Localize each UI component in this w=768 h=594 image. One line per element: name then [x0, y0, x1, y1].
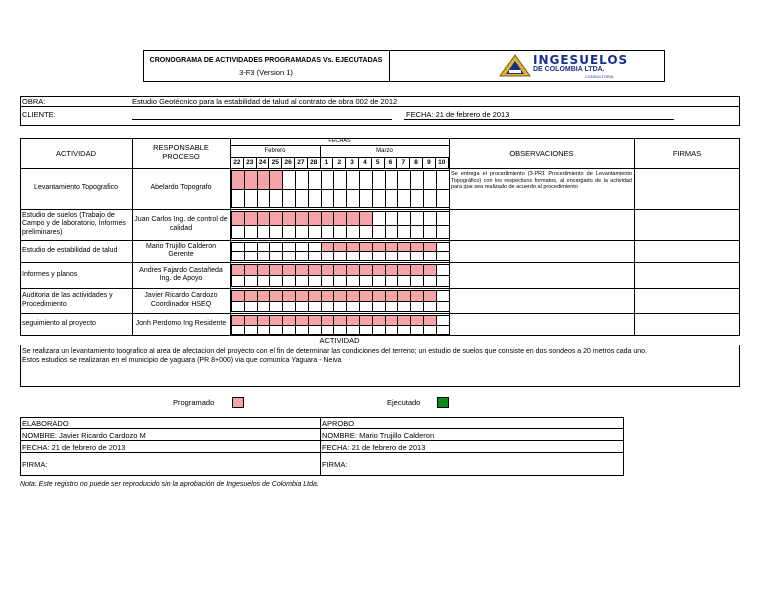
- gantt-cell-ejecutado: [359, 301, 373, 313]
- gantt-cell-ejecutado: [397, 251, 411, 261]
- day-number: 22: [231, 158, 244, 168]
- gantt-cell-ejecutado: [308, 275, 322, 287]
- gantt-cell-ejecutado: [308, 225, 322, 240]
- gantt-cell-programado: [321, 211, 335, 226]
- header-responsable: RESPONSABLE PROCESO: [153, 143, 209, 161]
- gantt-cell-ejecutado: [295, 325, 309, 336]
- header-observaciones: OBSERVACIONES: [509, 149, 574, 158]
- gantt-cell-ejecutado: [423, 301, 437, 313]
- gantt-cell-ejecutado: [410, 225, 424, 240]
- aprobo-nombre: NOMBRE: Mario Trujillo Calderon: [322, 431, 435, 440]
- aprobo-fecha: FECHA: 21 de febrero de 2013: [322, 443, 426, 452]
- gantt-cell: [385, 211, 399, 226]
- row-observacion: [451, 212, 632, 239]
- gantt-cell-ejecutado: [257, 325, 271, 336]
- gantt-cell-programado: [295, 211, 309, 226]
- gantt-cell-ejecutado: [231, 301, 245, 313]
- row-actividad: Levantamiento Topografico: [34, 184, 118, 192]
- day-number: 8: [410, 158, 423, 168]
- gantt-cell-programado: [244, 170, 258, 190]
- gantt-cell-ejecutado: [372, 325, 386, 336]
- month-february: Febrero: [264, 148, 286, 154]
- signoff-line-3: [20, 452, 624, 453]
- gantt-cell-ejecutado: [410, 251, 424, 261]
- gantt-cell-ejecutado: [397, 225, 411, 240]
- legend-programado-swatch: [232, 397, 244, 408]
- actividad-note-text-1: Se realizara un levantamiento toografico al area de afectacion del proyecto con el fin de determinar las condiciones del terreno; un estudio de suelos que consiste en dos sondeos a 20 metros cada uno.: [22, 348, 647, 355]
- gantt-cell-ejecutado: [257, 275, 271, 287]
- gantt-cell-ejecutado: [346, 275, 360, 287]
- gantt-cell-ejecutado: [410, 301, 424, 313]
- gantt-cell-ejecutado: [231, 325, 245, 336]
- gantt-cell-ejecutado: [244, 189, 258, 209]
- day-number: 1: [321, 158, 334, 168]
- gantt-cell: [308, 170, 322, 190]
- gantt-cell-ejecutado: [257, 189, 271, 209]
- gantt-cell-ejecutado: [372, 189, 386, 209]
- gantt-cell: [397, 211, 411, 226]
- cliente-label: CLIENTE:: [22, 110, 56, 119]
- gantt-cell-ejecutado: [333, 189, 347, 209]
- gantt-cell-ejecutado: [372, 251, 386, 261]
- gantt-cell-ejecutado: [282, 189, 296, 209]
- day-number: 3: [346, 158, 359, 168]
- gantt-cell-ejecutado: [333, 251, 347, 261]
- day-number: 26: [282, 158, 295, 168]
- row-observacion: [451, 265, 632, 287]
- fecha-underline: [404, 119, 674, 120]
- gantt-cell-ejecutado: [346, 251, 360, 261]
- gantt-cell: [410, 211, 424, 226]
- gantt-cell: [359, 170, 373, 190]
- gantt-cell-ejecutado: [269, 225, 283, 240]
- logo-sub-text: DE COLOMBIA LTDA.: [533, 66, 605, 73]
- row-responsable: Javier Ricardo Cardozo Coordinador HSEQ: [144, 292, 218, 308]
- gantt-cell-ejecutado: [295, 225, 309, 240]
- day-number: 7: [397, 158, 410, 168]
- day-number: 9: [423, 158, 436, 168]
- gantt-cell-ejecutado: [231, 251, 245, 261]
- gantt-cell-ejecutado: [282, 275, 296, 287]
- gantt-cell-programado: [257, 211, 271, 226]
- header-fechas: FECHAS: [328, 138, 351, 144]
- logo-main-text: INGESUELOS: [533, 53, 629, 67]
- aprobo-heading: APROBO: [322, 419, 355, 428]
- gantt-cell-ejecutado: [423, 225, 437, 240]
- row-actividad: Estudio de suelos (Trabajo de Campo y de laboratorio, Informes preliminares): [22, 211, 126, 236]
- gantt-cell-ejecutado: [269, 325, 283, 336]
- gantt-cell-ejecutado: [436, 251, 450, 261]
- gantt-cell: [333, 170, 347, 190]
- gantt-cell-programado: [269, 211, 283, 226]
- gantt-cell: [385, 170, 399, 190]
- day-number: 5: [372, 158, 385, 168]
- signoff-line-2: [20, 440, 624, 441]
- gantt-cell-ejecutado: [359, 225, 373, 240]
- gantt-cell-ejecutado: [423, 275, 437, 287]
- gantt-cell: [346, 170, 360, 190]
- gantt-cell-ejecutado: [321, 301, 335, 313]
- day-number: 10: [436, 158, 449, 168]
- gantt-cell-ejecutado: [385, 251, 399, 261]
- gantt-cell-ejecutado: [346, 225, 360, 240]
- gantt-cell-ejecutado: [359, 325, 373, 336]
- gantt-cell-ejecutado: [410, 275, 424, 287]
- gantt-cell-ejecutado: [269, 189, 283, 209]
- gantt-cell: [282, 170, 296, 190]
- fecha-value: FECHA: 21 de febrero de 2013: [406, 110, 510, 119]
- footer-note: Nota: Este registro no puede ser reproducido sin la aprobación de Ingesuelos de Colombia Ltda.: [20, 481, 319, 488]
- header-divider: [389, 50, 390, 82]
- obra-value: Estudio Geotécnico para la estabilidad de talud al contrato de obra 002 de 2012: [132, 97, 398, 106]
- gantt-cell-ejecutado: [410, 189, 424, 209]
- gantt-cell-ejecutado: [410, 325, 424, 336]
- legend-ejecutado-swatch: [437, 397, 449, 408]
- gantt-cell: [436, 211, 450, 226]
- gantt-cell-ejecutado: [436, 301, 450, 313]
- gantt-cell-ejecutado: [372, 301, 386, 313]
- cliente-underline: [132, 119, 392, 120]
- gantt-cell-ejecutado: [346, 301, 360, 313]
- gantt-cell-ejecutado: [397, 275, 411, 287]
- row-observacion: [451, 243, 632, 261]
- elaborado-firma: FIRMA:: [22, 460, 48, 469]
- gantt-cell-ejecutado: [321, 325, 335, 336]
- document-title: CRONOGRAMA DE ACTIVIDADES PROGRAMADAS Vs. EJECUTADAS: [149, 57, 383, 64]
- legend-ejecutado-label: Ejecutado: [387, 398, 421, 407]
- gantt-cell-ejecutado: [269, 251, 283, 261]
- gantt-cell-programado: [257, 170, 271, 190]
- gantt-cell-ejecutado: [269, 301, 283, 313]
- gantt-cell-ejecutado: [385, 301, 399, 313]
- gantt-cell: [295, 170, 309, 190]
- gantt-cell-ejecutado: [244, 225, 258, 240]
- gantt-cell-programado: [269, 170, 283, 190]
- gantt-cell-ejecutado: [385, 189, 399, 209]
- obra-label: OBRA:: [22, 97, 46, 106]
- actividad-note-label: ACTIVIDAD: [319, 336, 360, 345]
- gantt-cell-ejecutado: [244, 325, 258, 336]
- gantt-cell-ejecutado: [257, 225, 271, 240]
- row-actividad: Informes y planos: [22, 270, 78, 278]
- gantt-cell: [423, 211, 437, 226]
- gantt-cell-ejecutado: [359, 275, 373, 287]
- gantt-cell-ejecutado: [257, 301, 271, 313]
- gantt-cell-ejecutado: [308, 189, 322, 209]
- gantt-cell-ejecutado: [372, 225, 386, 240]
- gantt-cell-programado: [282, 211, 296, 226]
- row-responsable: Abelardo Topografo: [150, 184, 212, 192]
- gantt-cell-ejecutado: [244, 251, 258, 261]
- gantt-cell-ejecutado: [231, 275, 245, 287]
- day-number: 4: [359, 158, 372, 168]
- gantt-cell-ejecutado: [333, 225, 347, 240]
- gantt-cell-ejecutado: [359, 251, 373, 261]
- gantt-cell-ejecutado: [423, 251, 437, 261]
- day-number: 23: [244, 158, 257, 168]
- gantt-cell: [372, 170, 386, 190]
- gantt-cell-ejecutado: [321, 275, 335, 287]
- gantt-cell-ejecutado: [269, 275, 283, 287]
- gantt-cell-ejecutado: [359, 189, 373, 209]
- gantt-cell: [423, 170, 437, 190]
- gantt-cell-ejecutado: [295, 301, 309, 313]
- elaborado-nombre: NOMBRE: Javier Ricardo Cardozo M: [22, 431, 146, 440]
- company-logo: [485, 54, 665, 80]
- gantt-cell-programado: [308, 211, 322, 226]
- gantt-cell-programado: [231, 211, 245, 226]
- document-code: 3-F3 (Version 1): [239, 68, 293, 77]
- legend-programado-label: Programado: [173, 398, 215, 407]
- gantt-cell-ejecutado: [436, 275, 450, 287]
- row-actividad: Estudio de estabilidad de talud: [22, 246, 118, 254]
- header-firmas: FIRMAS: [672, 149, 702, 158]
- gantt-cell-programado: [333, 211, 347, 226]
- gantt-cell: [321, 170, 335, 190]
- gantt-cell-ejecutado: [385, 325, 399, 336]
- signoff-line-1: [20, 428, 624, 429]
- gantt-cell-ejecutado: [231, 225, 245, 240]
- gantt-cell-ejecutado: [308, 251, 322, 261]
- gantt-cell-ejecutado: [436, 189, 450, 209]
- row-observacion: [451, 316, 632, 335]
- row-actividad: seguimiento al proyecto: [22, 320, 96, 328]
- gantt-cell-ejecutado: [295, 275, 309, 287]
- gantt-cell-programado: [244, 211, 258, 226]
- gantt-cell-programado: [231, 170, 245, 190]
- actividad-note-text-2: Estos estudios se realizaran en el municipio de yaguara (PR 8+000) via que comunica Yaguara - Neiva: [22, 357, 342, 364]
- gantt-cell-ejecutado: [231, 189, 245, 209]
- logo-tag-text: CONSULTORIA: [585, 74, 614, 79]
- gantt-cell-ejecutado: [244, 301, 258, 313]
- gantt-cell-ejecutado: [372, 275, 386, 287]
- gantt-cell-ejecutado: [295, 251, 309, 261]
- day-number: 27: [295, 158, 308, 168]
- fechas-divider: [230, 145, 449, 146]
- elaborado-heading: ELABORADO: [22, 419, 69, 428]
- gantt-cell-ejecutado: [333, 275, 347, 287]
- row-responsable: Mario Trujillo Calderon Gerente: [145, 242, 217, 258]
- gantt-cell: [436, 170, 450, 190]
- gantt-cell-programado: [359, 211, 373, 226]
- gantt-cell-ejecutado: [397, 301, 411, 313]
- row-responsable: Jonh Perdomo Ing Residente: [135, 320, 227, 328]
- gantt-cell-ejecutado: [397, 325, 411, 336]
- gantt-cell-ejecutado: [423, 325, 437, 336]
- month-march: Marzo: [376, 148, 393, 154]
- gantt-cell-ejecutado: [385, 275, 399, 287]
- row-responsable: Andres Fajardo Castañeda Ing. de Apoyo: [139, 266, 223, 282]
- gantt-cell-ejecutado: [397, 189, 411, 209]
- day-number: 24: [257, 158, 270, 168]
- gantt-cell-ejecutado: [321, 189, 335, 209]
- gantt-cell: [410, 170, 424, 190]
- gantt-cell-ejecutado: [346, 189, 360, 209]
- gantt-cell: [397, 170, 411, 190]
- gantt-cell-ejecutado: [423, 189, 437, 209]
- gantt-cell-programado: [346, 211, 360, 226]
- info-row-divider: [20, 106, 740, 107]
- gantt-cell-ejecutado: [333, 325, 347, 336]
- day-number: 6: [385, 158, 398, 168]
- gantt-cell-ejecutado: [308, 301, 322, 313]
- row-responsable: Juan Carlos Ing. de control de calidad: [134, 216, 228, 232]
- gantt-cell-ejecutado: [308, 325, 322, 336]
- header-actividad: ACTIVIDAD: [55, 149, 96, 158]
- gantt-cell: [372, 211, 386, 226]
- row-observacion: Se entrega el procedimiento (3-PR1 Procedimiento de Levantamiento Topográfico) con los respectivos formatos, al encargado de la actividad para que sea realizado de acuerdo al procedimiento: [451, 171, 632, 190]
- elaborado-fecha: FECHA: 21 de febrero de 2013: [22, 443, 126, 452]
- aprobo-firma: FIRMA:: [322, 460, 348, 469]
- gantt-cell-ejecutado: [282, 225, 296, 240]
- gantt-cell-ejecutado: [346, 325, 360, 336]
- day-number: 25: [269, 158, 282, 168]
- day-number: 2: [333, 158, 346, 168]
- row-observacion: [451, 291, 632, 312]
- gantt-cell-ejecutado: [385, 225, 399, 240]
- day-number: 28: [308, 158, 321, 168]
- logo-emblem-icon: [497, 54, 533, 78]
- gantt-cell-ejecutado: [282, 325, 296, 336]
- gantt-cell-ejecutado: [436, 325, 450, 336]
- gantt-cell-ejecutado: [257, 251, 271, 261]
- gantt-cell-ejecutado: [333, 301, 347, 313]
- gantt-cell-ejecutado: [321, 251, 335, 261]
- gantt-cell-ejecutado: [321, 225, 335, 240]
- signoff-divider: [320, 417, 321, 476]
- gantt-cell-ejecutado: [282, 301, 296, 313]
- gantt-cell-ejecutado: [244, 275, 258, 287]
- row-actividad: Auditoria de las actividades y Procedimiento: [22, 292, 113, 308]
- gantt-cell-ejecutado: [282, 251, 296, 261]
- gantt-cell-ejecutado: [295, 189, 309, 209]
- gantt-cell-ejecutado: [436, 225, 450, 240]
